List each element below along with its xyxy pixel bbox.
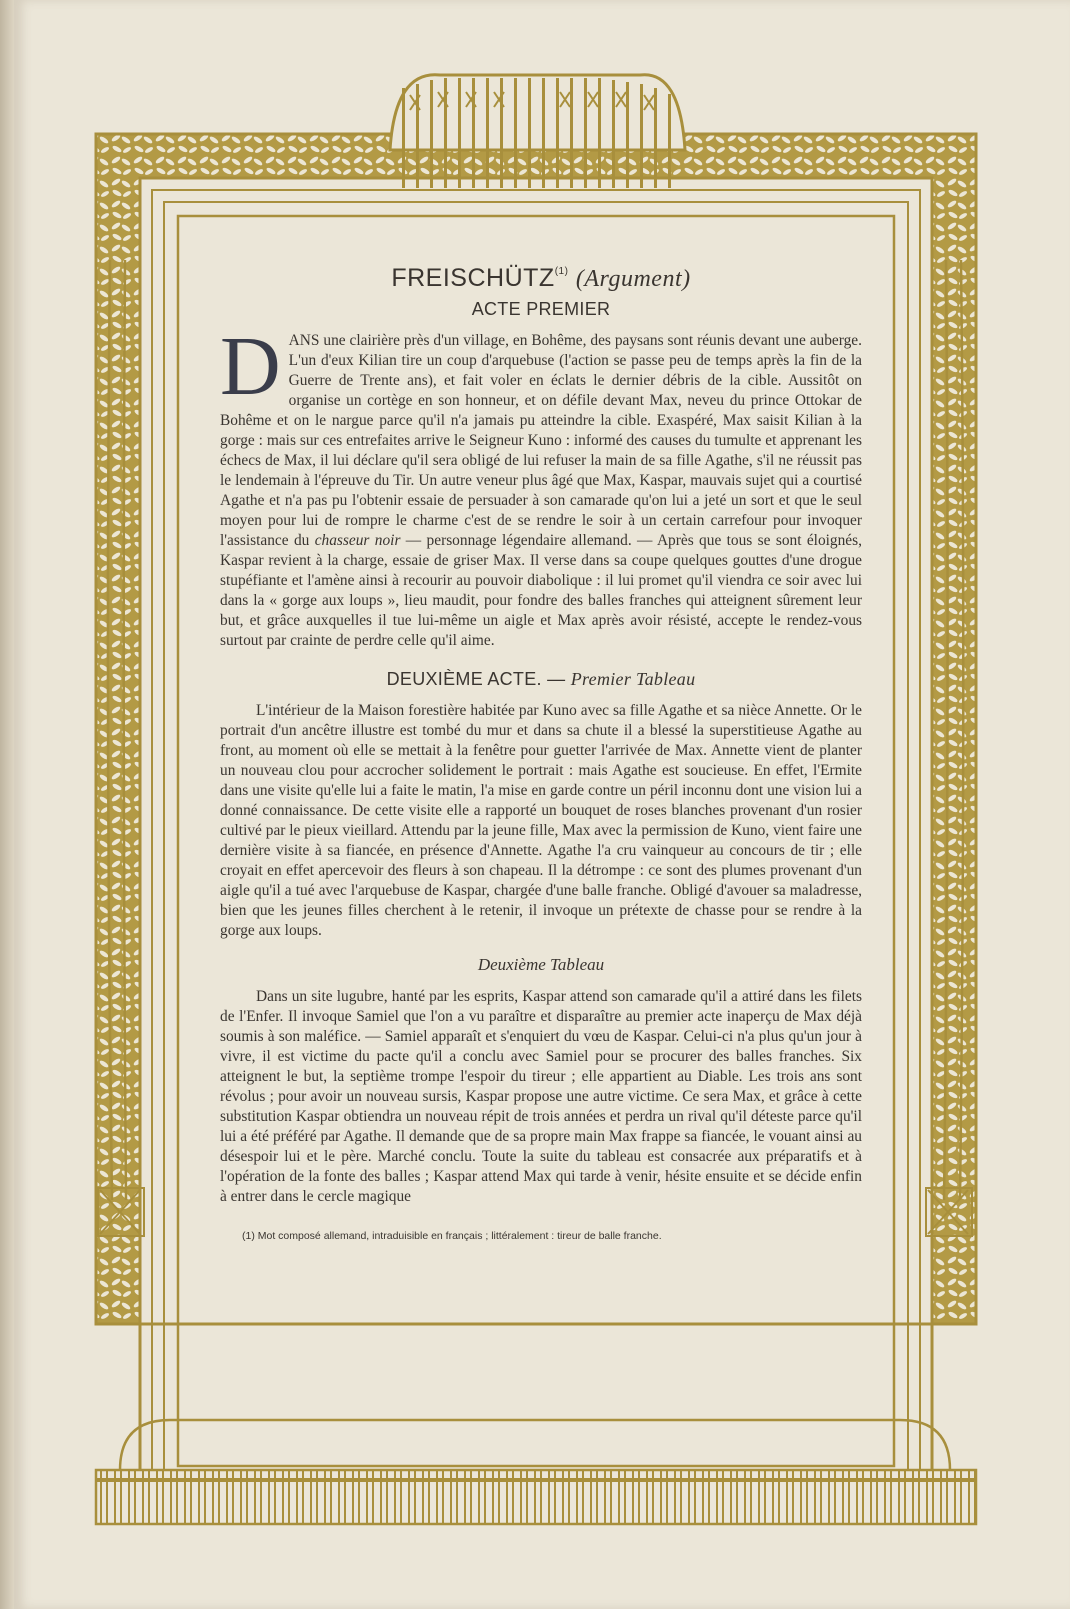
footnote: (1) Mot composé allemand, intraduisible en français ; littéralement : tireur de balle franche. — [242, 1230, 662, 1242]
title-main: FREISCHÜTZ — [391, 264, 555, 292]
title-sub: (Argument) — [575, 266, 691, 292]
act2-paragraph: L'intérieur de la Maison forestière habitée par Kuno avec sa fille Agathe et sa nièce Annette. Or le portrait d'un ancêtre illustre est tombé du mur et dans sa chute il a blessé la superstitieuse Agathe au front, au moment où elle se mettait à la fenêtre pour guetter l'arrivée de Max. Annette vient de planter un nouveau clou pour accrocher solidement le portrait : mais Agathe est soucieuse. En effet, l'Ermite dans une visite qu'elle lui a faite le matin, l'a mise en garde contre un péril inconnu dont une vision lui a donné connaissance. De cette visite elle a rapporté un bouquet de roses blanches provenant d'un rosier cultivé par le pieux vieillard. Attendu par la jeune fille, Max avec la permission de Kuno, vient faire une dernière visite à sa fiancée, en présence d'Annette. Agathe l'a cru vainqueur au concours de tir ; elle croyait en effet apercevoir des fleurs à son chapeau. Il la détrompe : ce sont des plumes provenant d'un aigle qu'il a tué avec l'arquebuse de Kaspar, chargée d'une balle franche. Obligé d'avouer sa maladresse, bien que les jeunes filles cherchent à le retenir, il invoque un prétexte de chasse pour se rendre à la gorge aux loups. — [220, 702, 862, 939]
act2-heading: DEUXIÈME ACTE. — Premier Tableau — [386, 669, 696, 689]
tableau2-heading: Deuxième Tableau — [477, 955, 605, 974]
page-title — [220, 262, 862, 292]
tableau2-paragraph: Dans un site lugubre, hanté par les esprits, Kaspar attend son camarade qu'il a attiré dans les filets de l'Enfer. Il invoque Samiel que l'on a vu paraître et disparaître au premier acte inaperçu de Max déjà soumis à son maléfice. — Samiel apparaît et s'enquiert du vœu de Kaspar. Celui-ci n'a plus qu'un jour à vivre, il est victime du pacte qu'il a conclu avec Samiel pour se procurer des balles franches. Six atteignent le but, la septième trompe l'espoir du tireur ; elle appartient au Diable. Les trois ans sont révolus ; pour avoir un nouveau sursis, Kaspar propose une autre victime. Ce sera Max, et grâce à cette substitution Kaspar obtiendra un nouveau répit de trois années et perdra un rival qu'il déteste parce qu'il lui a été préféré par Agathe. Il demande que de sa propre main Max frappe sa fiancée, le vouant ainsi au désespoir lui et le père. Marché conclu. Toute la suite du tableau est consacrée aux préparatifs et à l'opération de la fonte des balles ; Kaspar attend Max qui tarde à venir, hésite ensuite et se décide enfin à entrer dans le cercle magique — [220, 988, 862, 1205]
bottom-gate-ornament — [96, 1420, 976, 1524]
act1-italic: chasseur noir — [314, 532, 401, 549]
text-panel — [220, 262, 862, 1243]
drop-cap: D — [220, 320, 281, 413]
act1-heading: ACTE PREMIER — [471, 299, 611, 319]
act1-paragraph: DANS une clairière près d'un village, en Bohême, des paysans sont réunis devant une auberge. L'un d'eux Kilian tire un coup d'arquebuse (l'action se passe peu de temps après la fin de la Guerre de Trente ans), et fait voler en éclats le dernier débris de la cible. Aussitôt on organise un cortège en son honneur, et on défile devant Max, neveu du prince Ottokar de Bohême et on le nargue parce qu'il n'a jamais pu atteindre la cible. Exaspéré, Max saisit Kilian à la gorge : mais sur ces entrefaites arrive le Seigneur Kuno : informé des causes du tumulte et apprenant les échecs de Max, il lui déclare qu'il sera obligé de lui refuser la main de sa fille Agathe, s'il ne réussit pas le lendemain à l'épreuve du Tir. Un autre veneur plus âgé que Max, Kaspar, mauvais sujet qui a courtisé Agathe et n'a pas pu l'obtenir essaie de persuader à son camarade qu'on lui a jeté un sort et que le seul moyen pour lui de rompre le charme c'est de se rendre le soir à un certain carrefour pour invoquer l'assistance du chasseur noir — personnage légendaire allemand. — Après que tous se sont éloignés, Kaspar revient à la charge, essaie de griser Max. Il verse dans sa coupe quelques gouttes d'une drogue stupéfiante et l'amène ainsi à recourir au pouvoir diabolique : il lui promet qu'il viendra ce soir avec lui dans la « gorge aux loups », lieu maudit, pour fondre des balles franches qui atteignent sûrement leur but, et grâce auxquelles il tue lui-même un aigle et Max après avoir résisté, accepte le rendez-vous surtout par crainte de perdre celle qu'il aime. — [220, 320, 862, 649]
footnote-ref: (1) — [554, 266, 569, 277]
